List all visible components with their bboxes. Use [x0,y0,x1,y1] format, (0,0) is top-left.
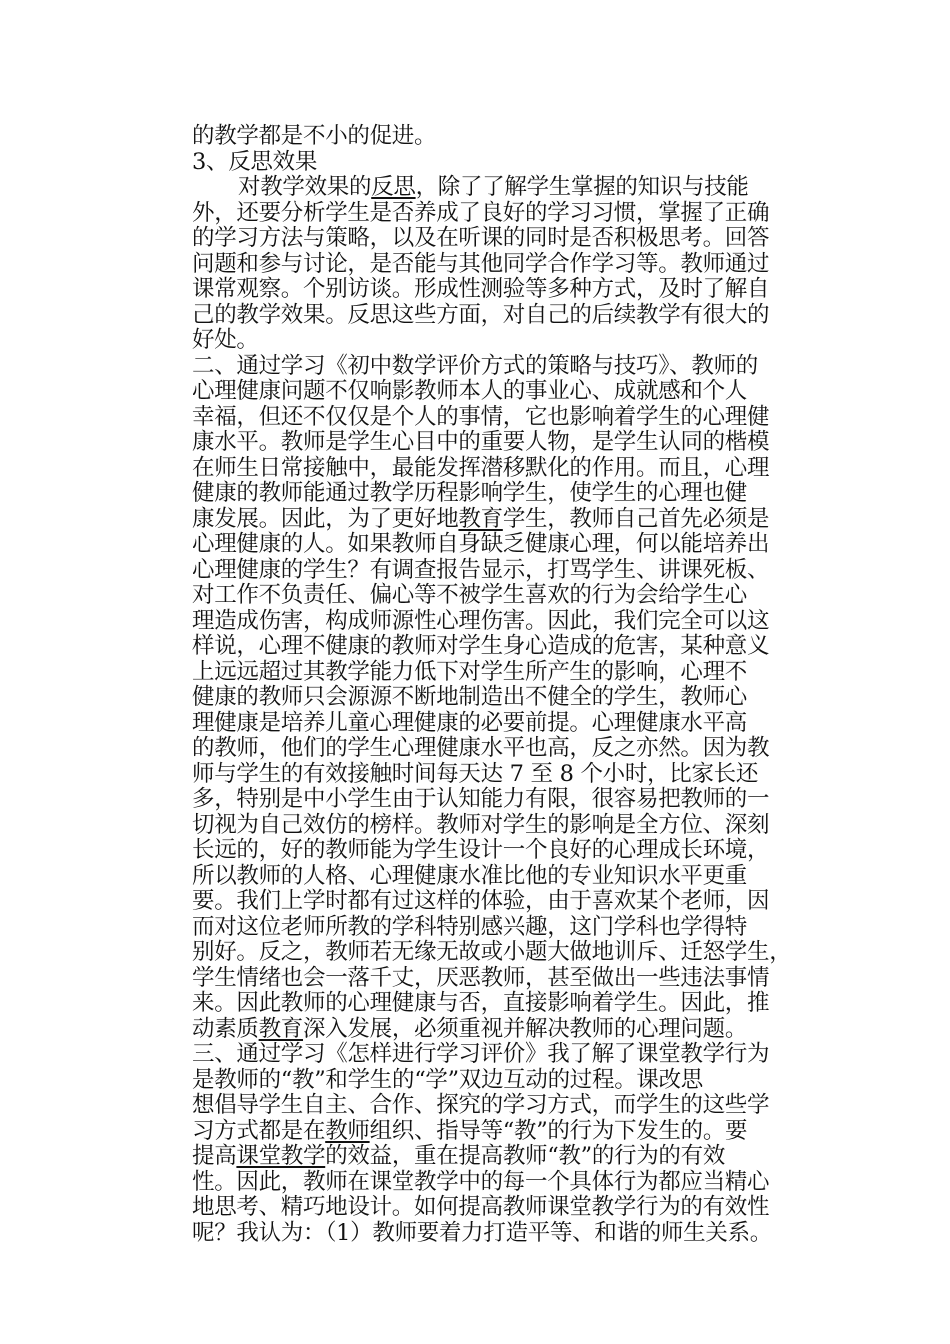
text-line: 幸福，但还不仅仅是个人的事情，它也影响着学生的心理健 [192,403,770,430]
text-line: 的教学都是不小的促进。 [192,123,437,149]
text-line: 是教师的“教”和学生的“学”双边互动的过程。课改思 [192,1066,704,1093]
line-segment: 组织、指导等“教”的行为下发生的。要 [369,1117,748,1144]
text-line: 切视为自己效仿的榜样。教师对学生的影响是全方位、深刻 [192,811,770,838]
text-line: 理健康是培养儿童心理健康的必要前提。心理健康水平高 [192,709,748,736]
text-line: 想倡导学生自主、合作、探究的学习方式，而学生的这些学 [192,1092,770,1118]
line-segment: ，除了了解学生掌握的知识与技能 [415,174,749,200]
hyperlink[interactable]: 课堂教学 [236,1143,326,1169]
line-segment: 康发展。因此，为了更好地 [192,505,459,532]
text-line: 师与学生的有效接触时间每天达 7 至 8 个小时，比家长还 [192,760,759,787]
text-line: 别好。反之，教师若无缘无故或小题大做地训斥、迁怒学生， [192,939,792,965]
text-line: 好处。 [192,327,259,353]
text-line [192,175,814,201]
text-line: 样说，心理不健康的教师对学生身心造成的危害，某种意义 [192,633,770,659]
text-line: 健康的教师能通过教学历程影响学生，使学生的心理也健 [192,480,748,506]
hyperlink[interactable]: 教育 [458,505,503,532]
text-line: 心理健康的人。如果教师自身缺乏健康心理，何以能培养出 [192,531,770,557]
text-line: 地思考、精巧地设计。如何提高教师课堂教学行为的有效性 [192,1194,770,1220]
text-line: 心理健康问题不仅响影教师本人的事业心、成就感和个人 [192,378,748,404]
text-line: 对工作不负责任、偏心等不被学生喜欢的行为会给学生心 [192,582,748,608]
text-line: 理造成伤害，构成师源性心理伤害。因此，我们完全可以这 [192,607,770,634]
text-line: 要。我们上学时都有过这样的体验，由于喜欢某个老师，因 [192,888,770,914]
text-line: 长远的，好的教师能为学生设计一个良好的心理成长环境， [192,837,770,863]
text-line: 的学习方法与策略，以及在听课的同时是否积极思考。回答 [192,225,770,251]
hyperlink[interactable]: 教师 [325,1117,370,1144]
line-segment: 动素质 [192,1015,259,1042]
line-segment: 对教学效果的 [238,174,372,200]
text-line [192,1119,814,1145]
text-line: 上远远超过其教学能力低下对学生所产生的影响，心理不 [192,658,748,685]
line-segment: 提高 [192,1143,237,1169]
text-line: 性。因此，教师在课堂教学中的每一个具体行为都应当精心 [192,1168,770,1195]
text-line: 外，还要分析学生是否养成了良好的学习习惯，掌握了正确 [192,199,770,226]
document-page [192,124,814,1246]
line-segment: 学生，教师自己首先必须是 [502,505,770,532]
line-segment: 的效益，重在提高教师“教”的行为的有效 [325,1143,726,1169]
text-line: 问题和参与讨论，是否能与其他同学合作学习等。教师通过 [192,250,770,277]
text-line: 所以教师的人格、心理健康水准比他的专业知识水平更重 [192,862,748,889]
text-line: 而对这位老师所教的学科特别感兴趣，这门学科也学得特 [192,913,748,940]
text-line: 课常观察。个别访谈。形成性测验等多种方式，及时了解自 [192,276,770,302]
text-line [192,1144,814,1170]
hyperlink[interactable]: 反思 [371,174,416,200]
text-line: 心理健康的学生？有调查报告显示，打骂学生、讲课死板、 [192,556,770,583]
text-line: 在师生日常接触中，最能发挥潜移默化的作用。而且，心理 [192,454,770,481]
text-line: 的教师，他们的学生心理健康水平也高，反之亦然。因为教 [192,735,770,761]
text-line [192,507,814,533]
text-line [192,1017,814,1043]
text-line: 多，特别是中小学生由于认知能力有限，很容易把教师的一 [192,786,770,812]
text-line: 呢？我认为：（1）教师要着力打造平等、和谐的师生关系。 [192,1219,772,1246]
text-line: 康水平。教师是学生心目中的重要人物，是学生认同的楷模 [192,429,770,455]
text-line: 3、反思效果 [192,148,318,175]
text-line: 健康的教师只会源源不断地制造出不健全的学生，教师心 [192,684,748,710]
hyperlink[interactable]: 教育 [258,1015,304,1042]
text-line: 学生情绪也会一落千丈，厌恶教师，甚至做出一些违法事情 [192,964,770,991]
text-line: 来。因此教师的心理健康与否，直接影响着学生。因此，推 [192,990,770,1016]
line-segment: 深入发展，必须重视并解决教师的心理问题。 [303,1015,748,1042]
text-line: 二、通过学习《初中数学评价方式的策略与技巧》、教师的 [192,352,758,379]
text-line: 三、通过学习《怎样进行学习评价》我了解了课堂教学行为 [192,1041,770,1067]
line-segment: 习方式都是在 [192,1117,326,1144]
text-line: 己的教学效果。反思这些方面，对自己的后续教学有很大的 [192,301,770,328]
